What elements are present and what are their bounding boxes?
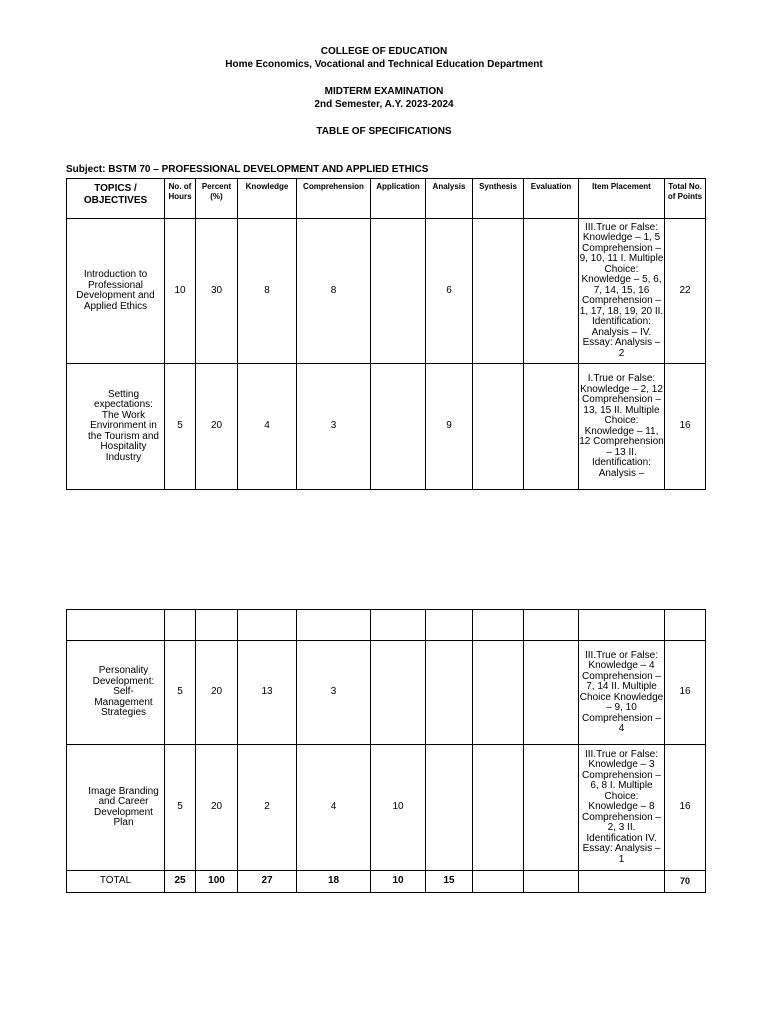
hours-cell: 5 (165, 745, 196, 871)
item-placement-cell: III.True or False: Knowledge – 4 Comprehension – 7, 14 II. Multiple Choice Knowledge – 9, 10 Comprehension – 4 (579, 641, 665, 745)
table-row (67, 219, 706, 364)
percent-cell: 20 (196, 745, 238, 871)
hours-cell: 5 (165, 641, 196, 745)
document-title: TABLE OF SPECIFICATIONS (316, 126, 452, 137)
column-header-points: Total No. of Points (665, 179, 706, 219)
column-header-comprehension: Comprehension (297, 179, 371, 219)
topic-cell (67, 641, 165, 745)
empty-cell (524, 610, 579, 641)
total-points-cell: 22 (665, 219, 706, 364)
column-header-synthesis: Synthesis (473, 179, 524, 219)
total-points-cell: 16 (665, 745, 706, 871)
table-row (67, 364, 706, 490)
application-cell: 10 (371, 745, 426, 871)
topic-text: Introduction to Professional Development and Applied Ethics (76, 269, 155, 312)
specification-table-page-2 (66, 609, 706, 893)
college-name: COLLEGE OF EDUCATION (320, 46, 448, 57)
column-header-percent: Percent (%) (196, 179, 238, 219)
empty-cell (67, 610, 165, 641)
table-row (67, 641, 706, 745)
exam-title: MIDTERM EXAMINATION (324, 86, 444, 97)
analysis-cell: 9 (426, 364, 473, 490)
hours-cell: 5 (165, 364, 196, 490)
analysis-cell (426, 641, 473, 745)
total-application-cell: 10 (371, 871, 426, 893)
evaluation-cell (524, 745, 579, 871)
analysis-cell (426, 745, 473, 871)
percent-cell: 20 (196, 641, 238, 745)
knowledge-cell: 13 (238, 641, 297, 745)
empty-header-row (67, 610, 706, 641)
comprehension-cell: 3 (297, 364, 371, 490)
total-placement-cell (579, 871, 665, 893)
total-percent-cell: 100 (196, 871, 238, 893)
evaluation-cell (524, 364, 579, 490)
analysis-cell: 6 (426, 219, 473, 364)
total-synthesis-cell (473, 871, 524, 893)
comprehension-cell: 4 (297, 745, 371, 871)
empty-cell (196, 610, 238, 641)
knowledge-cell: 4 (238, 364, 297, 490)
column-header-evaluation: Evaluation (524, 179, 579, 219)
topic-text: Personality Development: Self-Management Strategies (92, 665, 155, 719)
empty-cell (297, 610, 371, 641)
topic-text: Setting expectations: The Work Environment in the Tourism and Hospitality Industry (88, 388, 159, 463)
total-label-cell: TOTAL (67, 871, 165, 893)
topic-cell (67, 745, 165, 871)
empty-cell (665, 610, 706, 641)
synthesis-cell (473, 745, 524, 871)
item-placement-cell: III.True or False: Knowledge – 1, 5 Comprehension – 9, 10, 11 I. Multiple Choice: Knowledge – 5, 6, 7, 14, 15, 16 Comprehension – 1, 17, 18, 19, 20 II. Identification: Analysis – IV. Essay: Analysis – 2 (579, 219, 665, 364)
column-header-placement: Item Placement (579, 179, 665, 219)
topic-text: Image Branding and Career Development Plan (88, 785, 159, 828)
application-cell (371, 364, 426, 490)
comprehension-cell: 8 (297, 219, 371, 364)
total-evaluation-cell (524, 871, 579, 893)
empty-cell (473, 610, 524, 641)
percent-cell: 20 (196, 364, 238, 490)
synthesis-cell (473, 641, 524, 745)
percent-cell: 30 (196, 219, 238, 364)
column-header-hours: No. of Hours (165, 179, 196, 219)
total-analysis-cell: 15 (426, 871, 473, 893)
knowledge-cell: 2 (238, 745, 297, 871)
subject-line: Subject: BSTM 70 – PROFESSIONAL DEVELOPMENT AND APPLIED ETHICS (66, 164, 429, 175)
column-header-application: Application (371, 179, 426, 219)
evaluation-cell (524, 641, 579, 745)
empty-cell (426, 610, 473, 641)
column-header-knowledge: Knowledge (238, 179, 297, 219)
semester-label: 2nd Semester, A.Y. 2023-2024 (314, 99, 454, 110)
empty-cell (579, 610, 665, 641)
application-cell (371, 219, 426, 364)
empty-cell (371, 610, 426, 641)
column-header-topics: TOPICS / OBJECTIVES (67, 179, 165, 219)
item-placement-cell: I.True or False: Knowledge – 2, 12 Comprehension – 13, 15 II. Multiple Choice: Knowledge – 11, 12 Comprehension – 13 II. Identification: Analysis – (579, 364, 665, 490)
table-header-row (67, 179, 706, 219)
empty-cell (238, 610, 297, 641)
synthesis-cell (473, 219, 524, 364)
item-placement-cell: III.True or False: Knowledge – 3 Comprehension – 6, 8 I. Multiple Choice: Knowledge – 8 Comprehension – 2, 3 II. Identification IV. Essay: Analysis – 1 (579, 745, 665, 871)
total-points-cell: 16 (665, 641, 706, 745)
total-points-cell: 16 (665, 364, 706, 490)
specification-table-page-1 (66, 178, 706, 490)
department-name: Home Economics, Vocational and Technical Education Department (225, 59, 543, 70)
total-points-cell: 70 (665, 871, 706, 893)
table-row (67, 745, 706, 871)
application-cell (371, 641, 426, 745)
total-row (67, 871, 706, 893)
evaluation-cell (524, 219, 579, 364)
total-knowledge-cell: 27 (238, 871, 297, 893)
synthesis-cell (473, 364, 524, 490)
hours-cell: 10 (165, 219, 196, 364)
topic-cell (67, 364, 165, 490)
column-header-analysis: Analysis (426, 179, 473, 219)
topic-cell (67, 219, 165, 364)
comprehension-cell: 3 (297, 641, 371, 745)
total-comprehension-cell: 18 (297, 871, 371, 893)
total-hours-cell: 25 (165, 871, 196, 893)
knowledge-cell: 8 (238, 219, 297, 364)
empty-cell (165, 610, 196, 641)
